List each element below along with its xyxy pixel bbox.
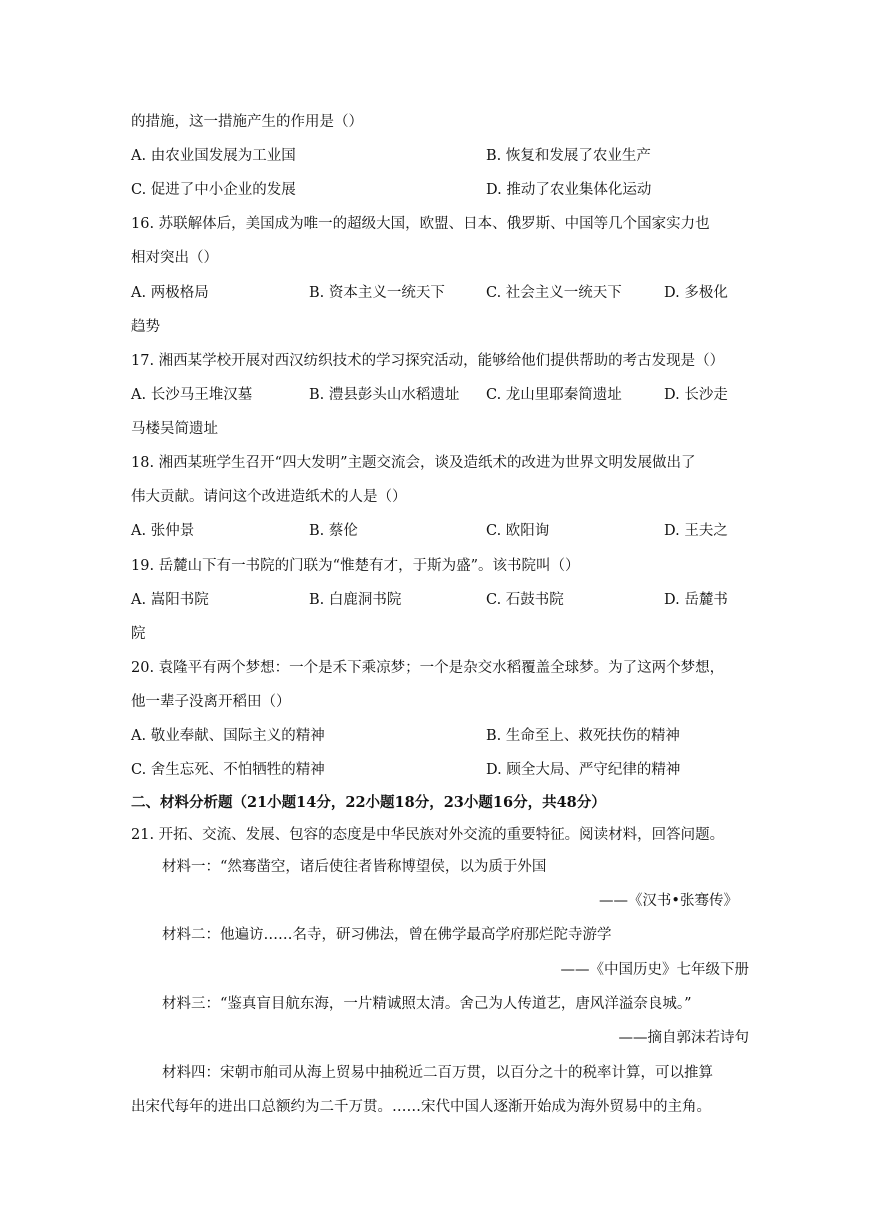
material-4-continuation: 出宋代每年的进出口总额约为二千万贯。……宋代中国人逐渐开始成为海外贸易中的主角。	[131, 1099, 711, 1115]
question-20-option-c: C. 舍生忘死、不怕牺牲的精神	[131, 762, 325, 778]
section-heading: 二、材料分析题（21小题14分，22小题18分，23小题16分，共48分）	[131, 794, 606, 811]
question-18-option-d: D. 王夫之	[664, 523, 728, 539]
question-16-option-b: B. 资本主义一统天下	[309, 285, 445, 301]
question-18-option-c: C. 欧阳询	[486, 523, 550, 539]
question-19-option-d: D. 岳麓书	[664, 592, 728, 608]
question-19-option-c: C. 石鼓书院	[486, 592, 564, 608]
question-20-stem-continuation: 他一辈子没离开稻田（）	[131, 694, 291, 710]
material-4: 材料四：宋朝市舶司从海上贸易中抽税近二百万贯，以百分之十的税率计算，可以推算	[162, 1065, 713, 1081]
question-16-option-d-continuation: 趋势	[131, 319, 160, 335]
question-15-option-a: A. 由农业国发展为工业国	[131, 148, 296, 164]
question-17-option-b: B. 澧县彭头山水稻遗址	[309, 387, 460, 403]
material-1: 材料一：“然骞凿空，诸后使往者皆称博望侯，以为质于外国	[162, 859, 547, 875]
question-16-option-a: A. 两极格局	[131, 285, 209, 301]
material-1-source: ——《汉书•张骞传》	[598, 893, 738, 909]
question-16-stem: 16. 苏联解体后，美国成为唯一的超级大国，欧盟、日本、俄罗斯、中国等几个国家实力也	[131, 216, 710, 232]
question-20-option-a: A. 敬业奉献、国际主义的精神	[131, 728, 325, 744]
material-2-source: ——《中国历史》七年级下册	[560, 962, 749, 978]
material-3-source: ——摘自郭沫若诗句	[618, 1030, 749, 1046]
question-18-stem-continuation: 伟大贡献。请问这个改进造纸术的人是（）	[131, 489, 407, 505]
question-20-option-d: D. 顾全大局、严守纪律的精神	[486, 762, 681, 778]
question-15-option-d: D. 推动了农业集体化运动	[486, 182, 652, 198]
question-17-option-a: A. 长沙马王堆汉墓	[131, 387, 253, 403]
question-16-option-d: D. 多极化	[664, 285, 728, 301]
question-17-stem: 17. 湘西某学校开展对西汉纺织技术的学习探究活动，能够给他们提供帮助的考古发现是（）	[131, 353, 725, 369]
question-19-option-b: B. 白鹿洞书院	[309, 592, 402, 608]
question-15-option-b: B. 恢复和发展了农业生产	[486, 148, 651, 164]
question-17-option-c: C. 龙山里耶秦简遗址	[486, 387, 622, 403]
question-16-option-c: C. 社会主义一统天下	[486, 285, 622, 301]
question-20-option-b: B. 生命至上、救死扶伤的精神	[486, 728, 680, 744]
question-17-option-d: D. 长沙走	[664, 387, 728, 403]
question-19-option-a: A. 嵩阳书院	[131, 592, 209, 608]
question-16-stem-continuation: 相对突出（）	[131, 250, 218, 266]
question-15-option-c: C. 促进了中小企业的发展	[131, 182, 296, 198]
question-20-stem: 20. 袁隆平有两个梦想：一个是禾下乘凉梦；一个是杂交水稻覆盖全球梦。为了这两个梦想，	[131, 660, 725, 676]
question-17-option-d-continuation: 马楼吴简遗址	[131, 421, 218, 437]
question-15-stem-continuation: 的措施，这一措施产生的作用是（）	[131, 114, 363, 130]
question-18-option-a: A. 张仲景	[131, 523, 195, 539]
question-19-stem: 19. 岳麓山下有一书院的门联为“惟楚有才，于斯为盛”。该书院叫（）	[131, 558, 580, 574]
material-2: 材料二：他遍访……名寺，研习佛法，曾在佛学最高学府那烂陀寺游学	[162, 927, 612, 943]
question-18-option-b: B. 蔡伦	[309, 523, 358, 539]
question-21-stem: 21. 开拓、交流、发展、包容的态度是中华民族对外交流的重要特征。阅读材料，回答问题。	[131, 827, 725, 843]
question-18-stem: 18. 湘西某班学生召开“四大发明”主题交流会，谈及造纸术的改进为世界文明发展做出了	[131, 455, 696, 471]
question-19-option-d-continuation: 院	[131, 626, 146, 642]
material-3: 材料三：“鉴真盲目航东海，一片精诚照太清。舍己为人传道艺，唐风洋溢奈良城。”	[162, 996, 692, 1012]
